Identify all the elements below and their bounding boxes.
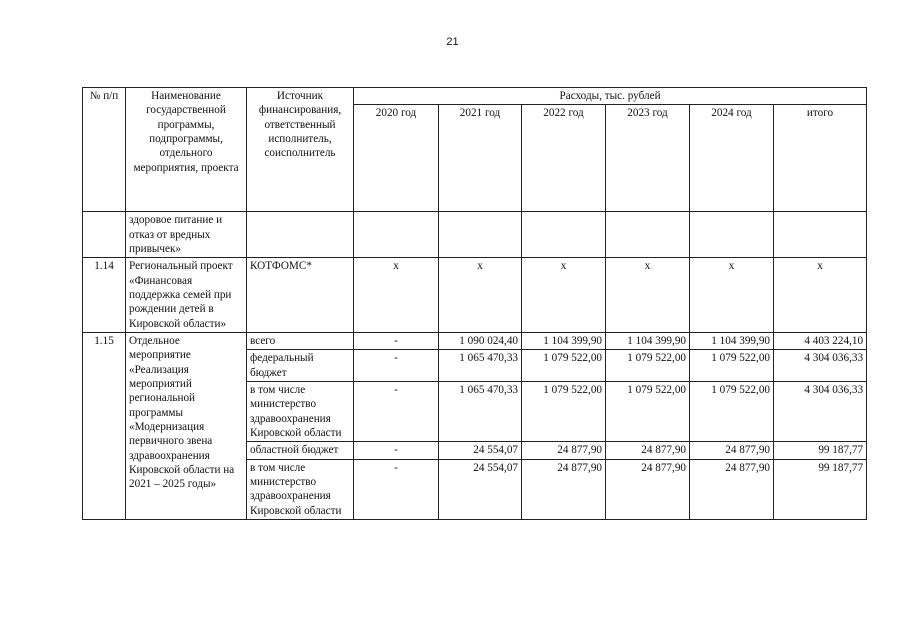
cell-value: 24 877,90 (522, 442, 606, 459)
cell-value: 4 403 224,10 (774, 332, 867, 349)
cell-value: 1 079 522,00 (522, 381, 606, 441)
cell-value: 24 554,07 (439, 442, 522, 459)
col-header-source: Источник финансирования, ответственный исполнитель, соисполнитель (247, 88, 354, 212)
cell-value: 1 065 470,33 (439, 350, 522, 382)
table-row (83, 258, 867, 333)
cell-value (354, 212, 439, 258)
cell-source: в том числе министерство здравоохранения Кировской области (247, 459, 354, 519)
cell-name: Отдельное мероприятие «Реализация мероприятий региональной программы «Модернизация первичного звена здравоохранения Кировской области на 2021 – 2025 годы» (126, 332, 247, 519)
col-header-year-2020: 2020 год (354, 105, 439, 212)
cell-num: 1.15 (83, 332, 126, 519)
col-header-num: № п/п (83, 88, 126, 212)
cell-value: 1 104 399,90 (522, 332, 606, 349)
cell-value: - (354, 332, 439, 349)
cell-source: федеральный бюджет (247, 350, 354, 382)
cell-value: 24 877,90 (606, 459, 690, 519)
cell-value (690, 212, 774, 258)
cell-source: в том числе министерство здравоохранения Кировской области (247, 381, 354, 441)
cell-source: всего (247, 332, 354, 349)
cell-value: х (354, 258, 439, 333)
cell-value: - (354, 459, 439, 519)
cell-source (247, 212, 354, 258)
col-header-expenses: Расходы, тыс. рублей (354, 88, 867, 105)
col-header-total: итого (774, 105, 867, 212)
cell-value: х (439, 258, 522, 333)
table-row (83, 332, 867, 349)
cell-value: 1 065 470,33 (439, 381, 522, 441)
cell-value: 99 187,77 (774, 459, 867, 519)
cell-value: 24 877,90 (690, 459, 774, 519)
cell-value (522, 212, 606, 258)
cell-source: КОТФОМС* (247, 258, 354, 333)
col-header-year-2022: 2022 год (522, 105, 606, 212)
cell-value: 1 079 522,00 (690, 381, 774, 441)
cell-value: - (354, 381, 439, 441)
header-row-1 (83, 88, 867, 105)
budget-table (82, 87, 867, 520)
cell-value: 24 877,90 (690, 442, 774, 459)
col-header-year-2023: 2023 год (606, 105, 690, 212)
cell-name: Региональный проект «Финансовая поддержка семей при рождении детей в Кировской области» (126, 258, 247, 333)
cell-value: х (606, 258, 690, 333)
cell-value: 4 304 036,33 (774, 381, 867, 441)
cell-value (439, 212, 522, 258)
cell-value: 1 104 399,90 (606, 332, 690, 349)
cell-value: х (690, 258, 774, 333)
cell-value: 1 104 399,90 (690, 332, 774, 349)
cell-num: 1.14 (83, 258, 126, 333)
col-header-year-2024: 2024 год (690, 105, 774, 212)
cell-value: 24 554,07 (439, 459, 522, 519)
cell-value: 4 304 036,33 (774, 350, 867, 382)
cell-value: 1 079 522,00 (606, 381, 690, 441)
cell-num (83, 212, 126, 258)
page-number: 21 (446, 36, 459, 48)
table-row (83, 212, 867, 258)
cell-value: 1 079 522,00 (690, 350, 774, 382)
cell-value: х (774, 258, 867, 333)
cell-value: - (354, 442, 439, 459)
cell-source: областной бюджет (247, 442, 354, 459)
cell-value: 24 877,90 (606, 442, 690, 459)
cell-value: 1 079 522,00 (606, 350, 690, 382)
cell-value (606, 212, 690, 258)
cell-value: 99 187,77 (774, 442, 867, 459)
cell-value: 1 079 522,00 (522, 350, 606, 382)
col-header-year-2021: 2021 год (439, 105, 522, 212)
cell-value: - (354, 350, 439, 382)
cell-value: 24 877,90 (522, 459, 606, 519)
cell-value: 1 090 024,40 (439, 332, 522, 349)
cell-name: здоровое питание и отказ от вредных привычек» (126, 212, 247, 258)
col-header-name: Наименование государственной программы, подпрограммы, отдельного мероприятия, проекта (126, 88, 247, 212)
cell-value: х (522, 258, 606, 333)
cell-value (774, 212, 867, 258)
